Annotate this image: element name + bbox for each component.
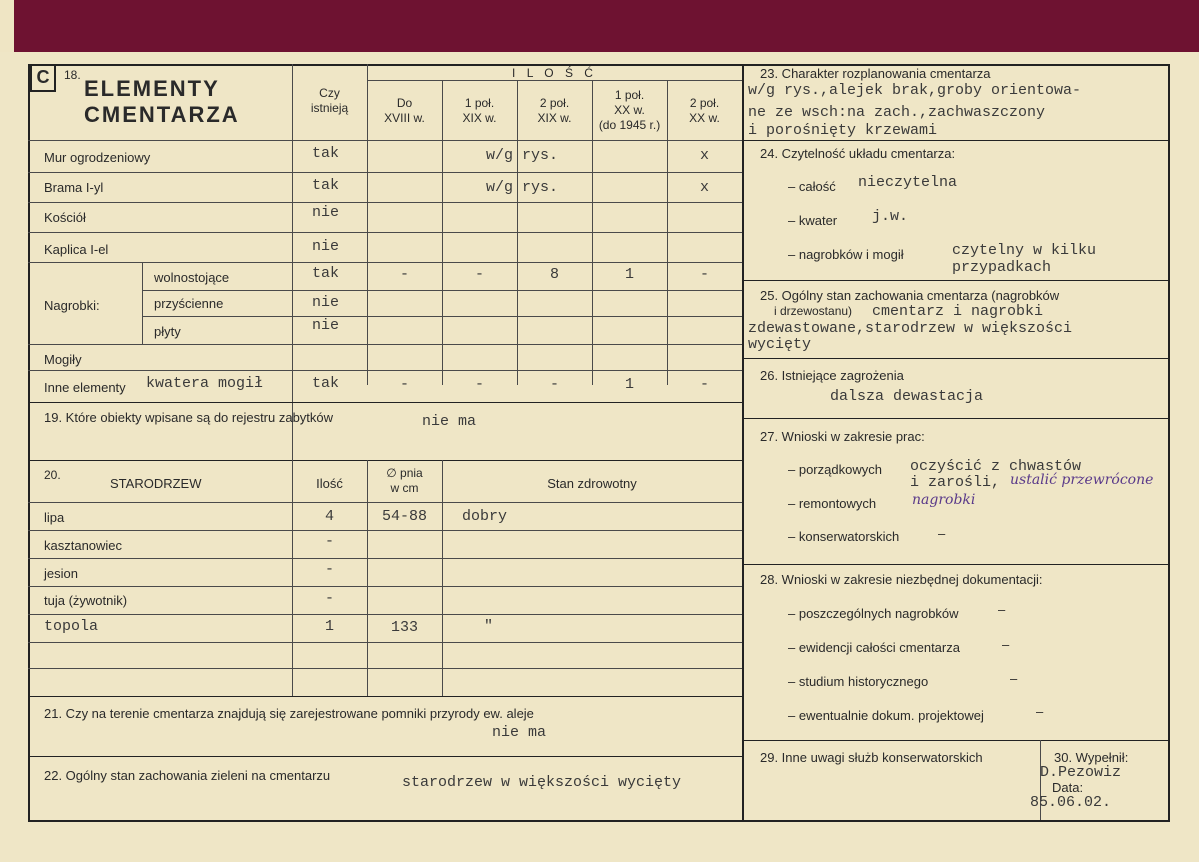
s22-value: starodrzew w większości wycięty [402,774,682,791]
wolno-c2: - [474,266,484,283]
row-mogily: Mogiły [44,352,82,367]
s20-number: 20. [44,468,61,482]
s30-date: 85.06.02. [1030,794,1112,811]
s20-title: STARODRZEW [110,476,202,491]
s26-value: dalsza dewastacja [830,388,984,405]
s27-remontowych-label: – remontowych [788,496,877,511]
inne-c3: - [549,376,559,393]
s24-nagrobkow-label: – nagrobków i mogił [788,247,904,262]
s27-porzadkowych-value-2: i zarośli, [910,474,1001,491]
s24-calosc-value: nieczytelna [858,174,958,191]
s30-data-label: Data: [1052,780,1084,795]
row-mur-ogrodzeniowy: Mur ogrodzeniowy [44,150,151,165]
row-plyty: płyty [154,324,181,339]
row-wolnostojace: wolnostojące [154,270,230,285]
s25-value-3: wycięty [748,336,812,353]
tree-topola-stan: " [484,618,494,635]
s28-item-4: – ewentualnie dokum. projektowej [788,708,984,723]
s24-calosc-label: – całość [788,179,836,194]
col-header-2pol-xx: 2 poł. XX w. [689,96,720,125]
wolno-c4: 1 [624,266,634,283]
s27-handwritten-1: ustalić przewrócone [1010,472,1154,488]
czy-mur: tak [312,145,340,162]
czy-przyscienne: nie [312,294,340,311]
row-kosciol: Kościół [44,210,86,225]
s26-label: 26. Istniejące zagrożenia [760,368,904,383]
wolno-c1: - [399,266,409,283]
col-header-do-xviii: Do XVIII w. [384,96,425,125]
mur-c2: w/g [486,147,514,164]
tree-jesion: jesion [44,566,78,581]
czy-kosciol: nie [312,204,340,221]
col-header-czy-istnieja: Czy istnieją [310,86,349,115]
s23-line3: i porośnięty krzewami [748,122,938,139]
tree-topola-pien: 133 [390,619,418,636]
s21-label: 21. Czy na terenie cmentarza znajdują się zarejestrowane pomniki przyrody ew. aleje [44,706,534,721]
s27-handwritten-2: nagrobki [912,492,976,508]
inne-c5: - [699,376,709,393]
s18-title-line1: ELEMENTY [84,76,220,101]
s20-col-pien: ∅ pnia w cm [386,466,423,495]
tree-jesion-ilosc: - [324,561,334,578]
czy-plyty: nie [312,317,340,334]
s27-label: 27. Wnioski w zakresie prac: [760,429,925,444]
s24-nagrobkow-value-1: czytelny w kilku [952,242,1097,259]
tree-topola-ilosc: 1 [324,618,334,635]
row-przyscienne: przyścienne [154,296,224,311]
s28-item-1: – poszczególnych nagrobków [788,606,959,621]
tree-lipa-pien: 54-88 [381,508,427,525]
row-brama: Brama I-yl [44,180,104,195]
tree-lipa: lipa [44,510,65,525]
s23-label: 23. Charakter rozplanowania cmentarza [760,66,991,81]
brama-c2: w/g [486,179,514,196]
tree-tuja-ilosc: - [324,590,334,607]
czy-inne: tak [312,375,340,392]
s28-item-2-dash: – [1002,637,1010,652]
s27-konserwatorskich-label: – konserwatorskich [788,529,900,544]
row-nagrobki-group: Nagrobki: [44,298,100,313]
s24-kwater-label: – kwater [788,213,838,228]
s18-title-line2: CMENTARZA [84,102,240,127]
col-header-2pol-xix: 2 poł. XIX w. [537,96,572,125]
inne-c2: - [474,376,484,393]
s18-number: 18. [64,68,81,82]
col-header-1pol-xix: 1 poł. XIX w. [462,96,497,125]
row-inne-elementy-value: kwatera mogił [146,375,264,392]
s28-item-2: – ewidencji całości cmentarza [788,640,960,655]
row-kaplica: Kaplica I-el [44,242,109,257]
s24-label: 24. Czytelność układu cmentarza: [760,146,956,161]
s21-value: nie ma [492,724,547,741]
s25-label-2: i drzewostanu) [774,304,853,318]
s27-porzadkowych-value-1: oczyścić z chwastów [910,458,1082,475]
czy-kaplica: nie [312,238,340,255]
inne-c1: - [399,376,409,393]
s23-line1: w/g rys.,alejek brak,groby orientowa- [748,82,1082,99]
mur-c3: rys. [522,147,559,164]
s29-label: 29. Inne uwagi służb konserwatorskich [760,750,983,765]
ilosc-header: I L O Ś Ć [512,66,597,80]
s25-value-1: cmentarz i nagrobki [872,303,1044,320]
s28-item-1-dash: – [998,602,1006,617]
s25-label-1: 25. Ogólny stan zachowania cmentarza (nagrobków [760,288,1060,303]
s28-item-4-dash: – [1036,704,1044,719]
row-inne-elementy: Inne elementy [44,380,126,395]
record-card [0,52,1199,862]
inne-c4: 1 [624,376,634,393]
czy-brama: tak [312,177,340,194]
top-binding-band [14,0,1199,54]
tree-kasztan-ilosc: - [324,533,334,550]
s25-value-2: zdewastowane,starodrzew w większości [748,320,1073,337]
col-header-1pol-xx: 1 poł. XX w. (do 1945 r.) [598,88,661,132]
s27-konserwatorskich-dash: – [938,526,946,541]
wolno-c5: - [699,266,709,283]
s19-value: nie ma [422,413,477,430]
s30-name: D.Pezowiz [1040,764,1122,781]
s19-label: 19. Które obiekty wpisane są do rejestru zabytków [44,410,334,425]
tree-lipa-ilosc: 4 [324,508,334,525]
s20-col-stan: Stan zdrowotny [547,476,637,491]
wolno-c3: 8 [549,266,559,283]
mur-c5: x [700,147,710,164]
s28-label: 28. Wnioski w zakresie niezbędnej dokumentacji: [760,572,1043,587]
tree-topola: topola [44,618,99,635]
s24-kwater-value: j.w. [872,208,909,225]
s28-item-3-dash: – [1010,671,1018,686]
s24-nagrobkow-value-2: przypadkach [952,259,1052,276]
czy-wolnostojace: tak [312,265,340,282]
tree-tuja: tuja (żywotnik) [44,593,128,608]
s20-col-ilosc: Ilość [316,476,343,491]
tree-lipa-stan: dobry [462,508,508,525]
s23-line2: ne ze wsch:na zach.,zachwaszczony [748,104,1046,121]
s27-porzadkowych-label: – porządkowych [788,462,882,477]
s30-label: 30. Wypełnił: [1054,750,1129,765]
section-c-marker: C [30,64,56,92]
s28-item-3: – studium historycznego [788,674,929,689]
tree-kasztanowiec: kasztanowiec [44,538,123,553]
brama-c5: x [700,179,710,196]
brama-c3: rys. [522,179,559,196]
s22-label: 22. Ogólny stan zachowania zieleni na cmentarzu [44,768,331,783]
